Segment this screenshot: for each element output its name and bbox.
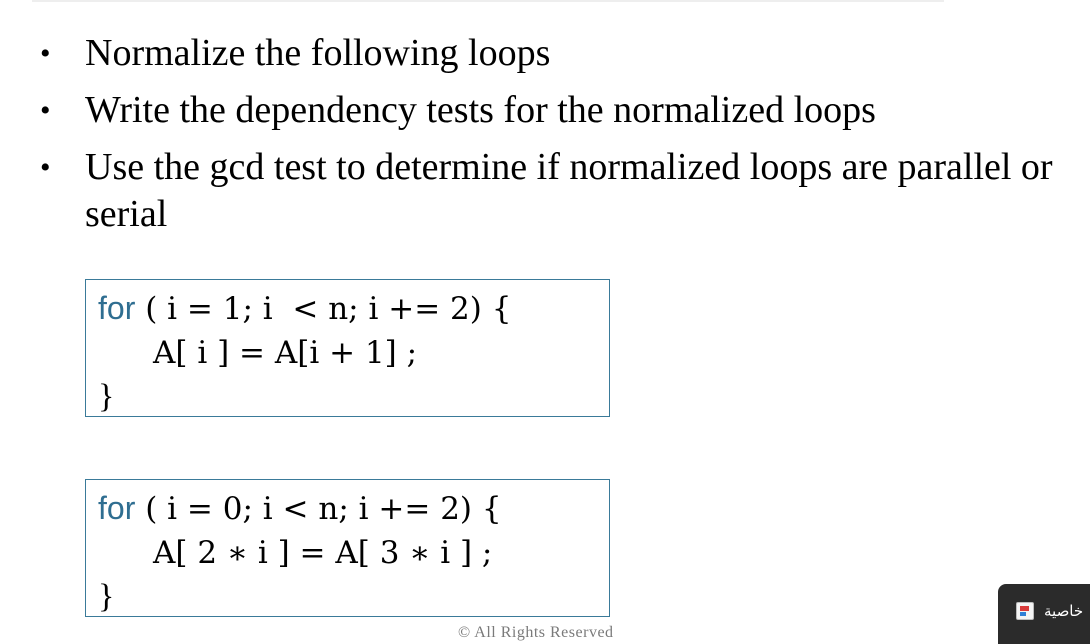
- bullet-text: Normalize the following loops: [85, 32, 551, 74]
- property-popup[interactable]: [998, 584, 1090, 644]
- bullet-text: Use the gcd test to determine if normalized loops are parallel or serial: [85, 146, 1053, 235]
- popup-label: خاصية: [1044, 601, 1084, 620]
- loop-header: ( i = 1; i < n; i += 2) {: [135, 291, 512, 327]
- loop-close-brace: }: [98, 378, 115, 415]
- top-divider: [32, 0, 944, 2]
- bullet-dot: •: [40, 94, 51, 127]
- bullet-item-1: [40, 30, 1070, 77]
- loop-body: A[ i ] = A[i + 1] ;: [153, 335, 418, 371]
- code-box-loop-1: [85, 279, 610, 417]
- code-header-line: [98, 286, 609, 331]
- code-box-loop-2: [85, 479, 610, 617]
- bullet-text: Write the dependency tests for the normalized loops: [85, 89, 876, 131]
- loop-header: ( i = 0; i < n; i += 2) {: [135, 491, 502, 527]
- loop-body: A[ 2 ∗ i ] = A[ 3 ∗ i ] ;: [153, 535, 493, 571]
- for-keyword: for: [98, 490, 136, 526]
- code-header-line: [98, 486, 609, 531]
- bullet-dot: •: [40, 37, 51, 70]
- presentation-icon: [1016, 602, 1034, 620]
- loop-close-brace: }: [98, 578, 115, 615]
- bullet-item-2: [40, 87, 1070, 134]
- copyright-footer: © All Rights Reserved: [458, 624, 614, 641]
- bullet-list: [40, 30, 1070, 248]
- bullet-dot: •: [40, 151, 51, 184]
- bullet-item-3: [40, 144, 1070, 238]
- for-keyword: for: [98, 290, 136, 326]
